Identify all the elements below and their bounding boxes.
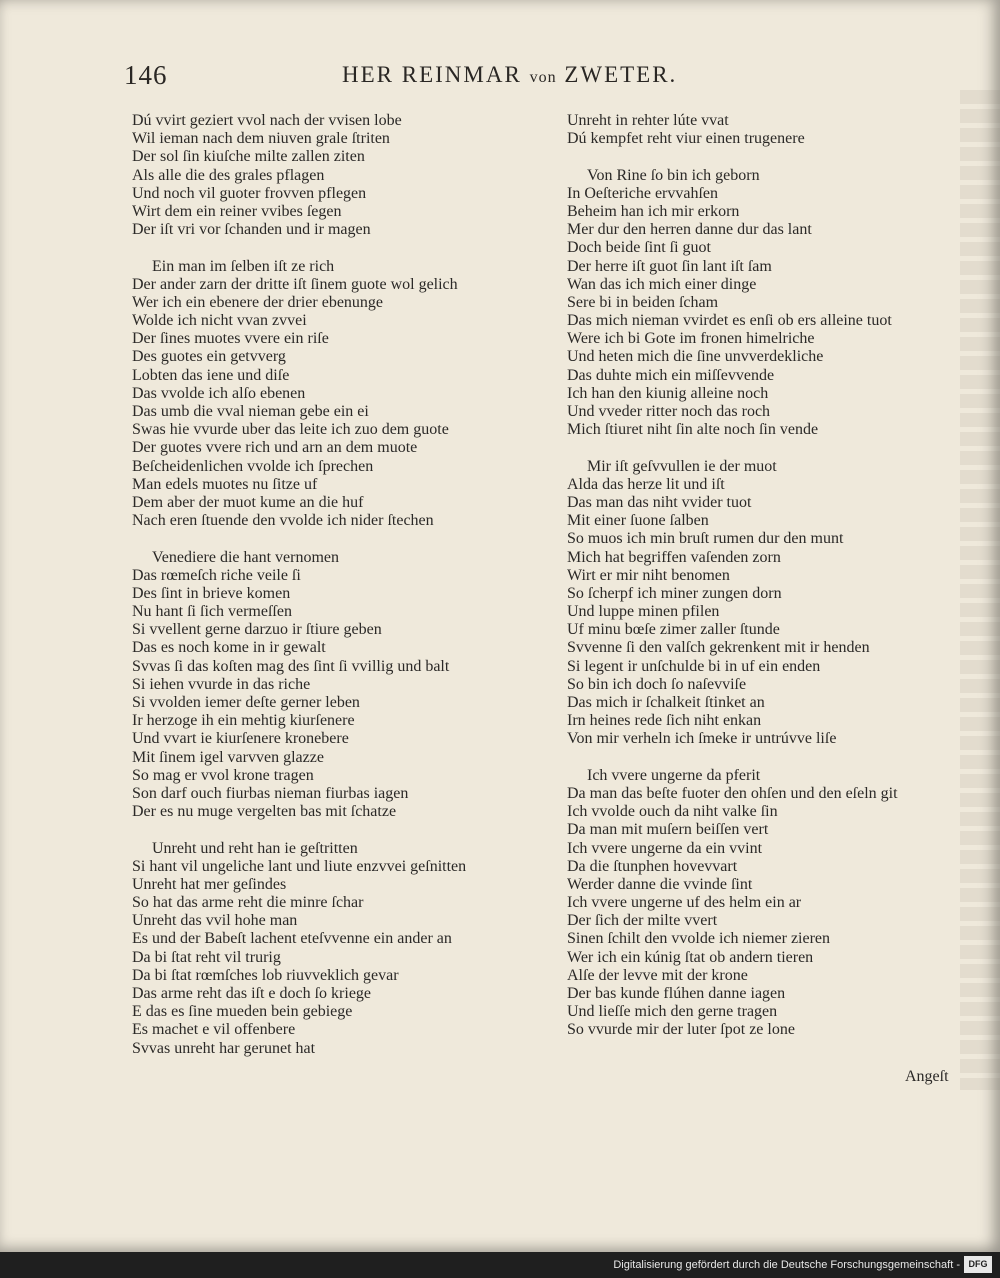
running-title-small: von	[529, 69, 557, 86]
footer-bar	[0, 1252, 1000, 1278]
verse-line: Lobten das iene und diſe	[132, 366, 290, 384]
stanza	[567, 112, 977, 148]
stanza-gap	[567, 749, 977, 767]
verse-line: Das es noch kome in ir gewalt	[132, 639, 326, 657]
verse-line: Und vveder ritter noch das roch	[567, 403, 771, 420]
verse-line: Der bas kunde flúhen danne iagen	[567, 985, 786, 1002]
verse-line: Venediere die hant vernomen	[152, 548, 340, 566]
verse-line: So mag er vvol krone tragen	[132, 766, 314, 784]
stanza	[132, 112, 547, 239]
verse-line: Son darf ouch fiurbas nieman fiurbas iagen	[132, 784, 409, 802]
verse-line: Ir herzoge ih ein mehtig kiurſenere	[132, 712, 355, 730]
right-column	[567, 112, 977, 1040]
verse-line: Da man mit muſern beiſſen vert	[567, 821, 769, 839]
verse-line: Ich vvere ungerne da pferit	[587, 766, 761, 784]
verse-line: Beheim han ich mir erkorn	[567, 202, 740, 220]
verse-line: Da die ſtunphen hovevvart	[567, 857, 738, 875]
verse-line: Des ſint in brieve komen	[132, 584, 291, 602]
stanza	[132, 258, 547, 531]
verse-line: Svvenne ſi den valſch gekrenkent mit ir henden	[567, 639, 870, 657]
verse-line: Der guotes vvere rich und arn an dem muote	[132, 439, 418, 457]
verse-line: So vvurde mir der luter ſpot ze lone	[567, 1021, 795, 1039]
verse-line: Des guotes ein getvverg	[132, 348, 286, 366]
verse-line: Wirt er mir niht benomen	[567, 566, 730, 584]
verse-line: Alſe der levve mit der krone	[567, 966, 748, 984]
running-title	[342, 62, 677, 88]
verse-line: Unreht hat mer geſindes	[132, 875, 287, 893]
stanza	[567, 767, 977, 1040]
verse-line: Wan das ich mich einer dinge	[567, 275, 757, 293]
verse-line: Der ſines muotes vvere ein riſe	[132, 330, 329, 348]
verse-line: Ich vvolde ouch da niht valke ſin	[567, 803, 778, 821]
stanza	[132, 549, 547, 822]
verse-line: Es machet e vil offenbere	[132, 1021, 296, 1039]
verse-line: Und heten mich die ſine unvverdekliche	[567, 348, 824, 366]
verse-line: Werder danne die vvinde ſint	[567, 875, 753, 893]
catchword: Angeſt	[905, 1068, 949, 1085]
dfg-logo: DFG	[964, 1256, 992, 1273]
verse-line: Sere bi in beiden ſcham	[567, 293, 719, 311]
verse-line: Si legent ir unſchulde bi in uf ein enden	[567, 657, 821, 675]
verse-line: Es und der Babeſt lachent eteſvvenne ein ander an	[132, 930, 452, 948]
verse-line: So hat das arme reht die minre ſchar	[132, 894, 364, 912]
verse-line: Sinen ſchilt den vvolde ich niemer zieren	[567, 930, 831, 948]
verse-line: Wirt dem ein reiner vvibes ſegen	[132, 202, 342, 220]
verse-line: Dú kempfet reht viur einen trugenere	[567, 130, 805, 148]
verse-line: Und vvart ie kiurſenere kronebere	[132, 730, 349, 748]
verse-line: Der herre iſt guot ſin lant iſt ſam	[567, 257, 772, 275]
verse-line: Svvas unreht har gerunet hat	[132, 1039, 316, 1057]
verse-line: Wer ich ein ebenere der drier ebenunge	[132, 293, 384, 311]
verse-line: Der iſt vri vor ſchanden und ir magen	[132, 221, 371, 239]
verse-line: Das duhte mich ein miſſevvende	[567, 366, 775, 384]
verse-line: Da man das beſte fuoter den ohſen und den eſeln git	[567, 784, 898, 802]
verse-line: So bin ich doch ſo naſevviſe	[567, 675, 747, 693]
stanza-gap	[567, 148, 977, 166]
verse-line: Und lieſſe mich den gerne tragen	[567, 1003, 778, 1021]
stanza	[567, 458, 977, 749]
verse-line: So ſcherpf ich miner zungen dorn	[567, 584, 782, 602]
verse-line: Mit einer ſuone ſalben	[567, 512, 709, 530]
verse-line: Das mich ir ſchalkeit ſtinket an	[567, 694, 765, 711]
verse-line: Und noch vil guoter frovven pflegen	[132, 184, 367, 202]
left-column	[132, 112, 547, 1058]
stanza-gap	[132, 239, 547, 257]
verse-line: Ich han den kiunig alleine noch	[567, 384, 769, 402]
verse-line: Irn heines rede ſich niht enkan	[567, 712, 762, 730]
verse-line: Das arme reht das iſt e doch ſo kriege	[132, 985, 372, 1002]
verse-line: Si vvellent gerne darzuo ir ſtiure geben	[132, 621, 382, 639]
verse-line: Das rœmeſch riche veile ſi	[132, 566, 301, 584]
verse-line: Der sol ſin kiuſche milte zallen ziten	[132, 148, 365, 166]
verse-line: Were ich bi Gote im fronen himelriche	[567, 330, 815, 348]
verse-line: Und luppe minen pfilen	[567, 603, 720, 621]
verse-line: Ich vvere ungerne uf des helm ein ar	[567, 894, 802, 912]
verse-line: Da bi ſtat reht vil trurig	[132, 948, 281, 966]
verse-line: Mit ſinem igel varvven glazze	[132, 748, 324, 766]
verse-line: Dem aber der muot kume an die huf	[132, 493, 364, 511]
verse-line: Swas hie vvurde uber das leite ich zuo dem guote	[132, 421, 449, 439]
verse-line: In Oeſteriche ervvahſen	[567, 184, 719, 202]
stanza-gap	[132, 530, 547, 548]
verse-line: Der ſich der milte vvert	[567, 912, 718, 930]
verse-line: Si hant vil ungeliche lant und liute enzvvei geſnitten	[132, 857, 467, 875]
verse-line: Das umb die vval nieman gebe ein ei	[132, 403, 369, 420]
verse-line: Wer ich ein kúnig ſtat ob andern tieren	[567, 948, 814, 966]
verse-line: Ich vvere ungerne da ein vvint	[567, 839, 763, 857]
stanza	[132, 840, 547, 1058]
verse-line: Das vvolde ich alſo ebenen	[132, 384, 306, 402]
verse-line: Beſcheidenlichen vvolde ich ſprechen	[132, 457, 374, 475]
verse-line: Von mir verheln ich ſmeke ir untrúvve liſe	[567, 730, 837, 748]
running-title-end: ZWETER.	[564, 62, 678, 87]
stanza	[567, 167, 977, 440]
verse-line: Si iehen vvurde in das riche	[132, 675, 311, 693]
verse-line: Mich ſtiuret niht ſin alte noch ſin vende	[567, 421, 819, 439]
verse-line: Von Rine ſo bin ich geborn	[587, 166, 760, 184]
verse-line: Der ander zarn der dritte iſt ſinem guote wol gelich	[132, 275, 458, 293]
verse-line: Man edels muotes nu ſitze uf	[132, 475, 318, 493]
verse-line: Dú vvirt geziert vvol nach der vvisen lobe	[132, 112, 402, 129]
verse-line: Mer dur den herren danne dur das lant	[567, 221, 812, 239]
verse-line: Nu hant ſi ſich vermeſſen	[132, 603, 292, 621]
running-title-main: HER REINMAR	[342, 62, 522, 87]
verse-line: Da bi ſtat rœmſches lob riuvveklich gevar	[132, 966, 399, 984]
verse-line: Ein man im ſelben iſt ze rich	[152, 257, 335, 275]
verse-line: Wolde ich nicht vvan zvvei	[132, 312, 307, 330]
verse-line: So muos ich min bruſt rumen dur den munt	[567, 530, 844, 548]
stanza-gap	[132, 821, 547, 839]
verse-line: E das es ſine mueden bein gebiege	[132, 1003, 353, 1021]
verse-line: Mich hat begriffen vaſenden zorn	[567, 548, 781, 566]
page-number: 146	[124, 60, 168, 90]
page-header	[124, 60, 784, 100]
verse-line: Das man das niht vvider tuot	[567, 493, 752, 511]
verse-line: Unreht das vvil hohe man	[132, 912, 298, 930]
verse-line: Das mich nieman vvirdet es enſi ob ers alleine tuot	[567, 312, 892, 330]
verse-line: Unreht und reht han ie geſtritten	[152, 839, 358, 857]
footer-credit: Digitalisierung gefördert durch die Deutsche Forschungsgemeinschaft -	[613, 1259, 960, 1271]
verse-line: Alda das herze lit und iſt	[567, 475, 725, 493]
verse-line: Doch beide ſint ſi guot	[567, 239, 711, 257]
verse-line: Mir iſt geſvvullen ie der muot	[587, 457, 777, 475]
verse-line: Als alle die des grales pflagen	[132, 166, 325, 184]
verse-line: Svvas ſi das koſten mag des ſint ſi vvillig und balt	[132, 657, 450, 675]
verse-line: Si vvolden iemer deſte gerner leben	[132, 694, 360, 711]
verse-line: Wil ieman nach dem niuven grale ſtriten	[132, 130, 390, 148]
verse-line: Uf minu bœſe zimer zaller ſtunde	[567, 621, 780, 639]
verse-line: Unreht in rehter lúte vvat	[567, 112, 729, 129]
verse-line: Nach eren ſtuende den vvolde ich nider ſtechen	[132, 512, 434, 530]
verse-line: Der es nu muge vergelten bas mit ſchatze	[132, 803, 397, 821]
stanza-gap	[567, 439, 977, 457]
